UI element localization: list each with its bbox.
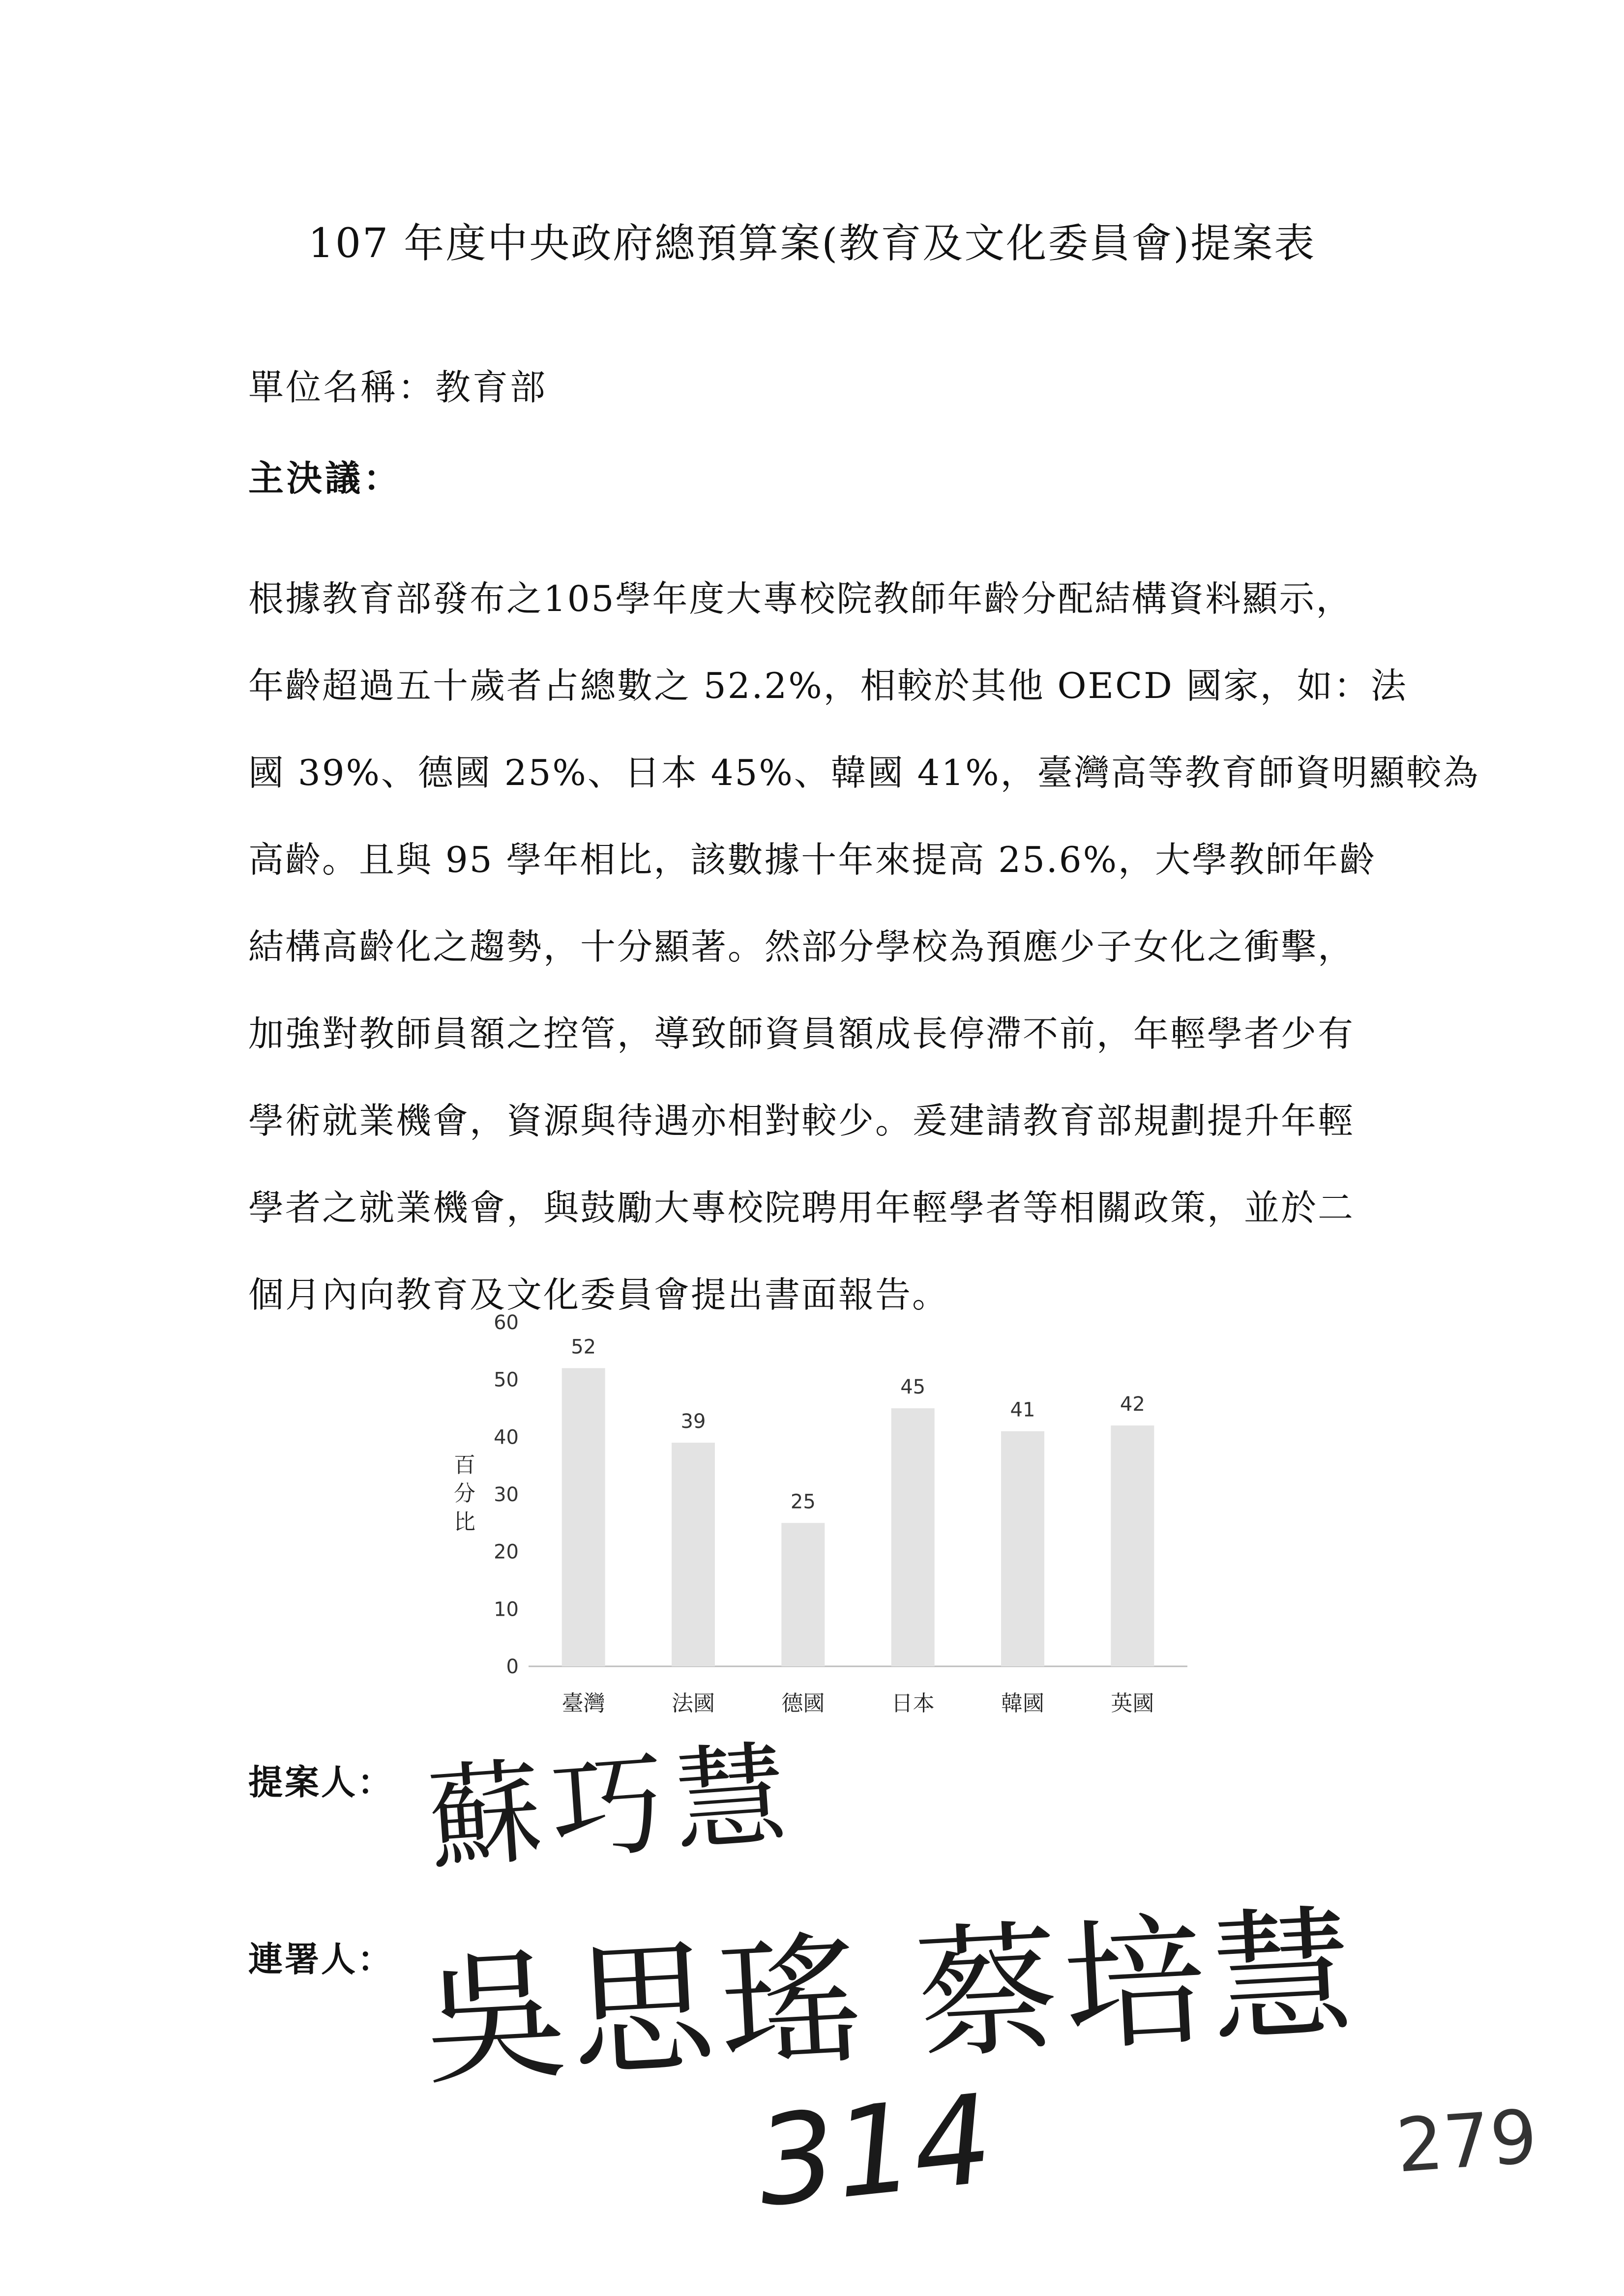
cosigner-label: 連署人： — [248, 1939, 394, 1979]
body-line: 年齡超過五十歲者占總數之 52.2%，相較於其他 OECD 國家，如：法 — [248, 665, 1408, 706]
proposer-signature: 蘇巧慧 — [424, 1729, 801, 1886]
proposer-label: 提案人： — [248, 1762, 394, 1802]
body-line: 加強對教師員額之控管，導致師資員額成長停滯不前，年輕學者少有 — [248, 1013, 1355, 1054]
bar — [891, 1408, 935, 1666]
bar-value-label: 45 — [900, 1376, 926, 1398]
x-category-label: 法國 — [672, 1691, 715, 1716]
body-line: 高齡。且與 95 學年相比，該數據十年來提高 25.6%，大學教師年齡 — [248, 839, 1377, 880]
resolution-heading: 主決議： — [248, 457, 402, 499]
document-title: 107 年度中央政府總預算案(教育及文化委員會)提案表 — [308, 220, 1316, 267]
bar — [1001, 1431, 1044, 1666]
bar-value-label: 25 — [790, 1490, 816, 1513]
y-axis-label-char: 分 — [454, 1481, 475, 1506]
unit-name-line: 單位名稱：教育部 — [248, 367, 548, 408]
body-line: 個月內向教育及文化委員會提出書面報告。 — [248, 1274, 949, 1315]
x-category-label: 韓國 — [1001, 1691, 1044, 1716]
resolution-body — [248, 555, 1480, 1338]
bar-value-label: 42 — [1120, 1393, 1145, 1416]
y-axis-label-char: 百 — [454, 1453, 475, 1478]
bar-value-label: 52 — [571, 1336, 596, 1359]
body-line: 結構高齡化之趨勢，十分顯著。然部分學校為預應少子女化之衝擊， — [248, 926, 1355, 967]
y-tick-label: 60 — [494, 1311, 519, 1334]
body-line: 學術就業機會，資源與待遇亦相對較少。爰建請教育部規劃提升年輕 — [248, 1100, 1355, 1141]
body-line: 國 39%、德國 25%、日本 45%、韓國 41%，臺灣高等教育師資明顯較為 — [248, 752, 1480, 793]
bar-value-label: 41 — [1010, 1398, 1035, 1422]
age-bar-chart — [443, 1278, 1210, 1720]
bar — [1111, 1425, 1154, 1666]
handwritten-side-number: 279 — [1393, 2094, 1540, 2189]
bar-value-label: 39 — [680, 1410, 706, 1433]
x-category-label: 臺灣 — [561, 1691, 605, 1716]
bar — [562, 1368, 605, 1666]
x-category-label: 日本 — [891, 1691, 935, 1716]
y-tick-label: 0 — [506, 1656, 519, 1678]
y-tick-label: 40 — [494, 1426, 519, 1449]
y-tick-label: 50 — [494, 1368, 519, 1392]
body-line: 根據教育部發布之105學年度大專校院教師年齡分配結構資料顯示， — [248, 578, 1353, 619]
x-category-label: 英國 — [1111, 1691, 1154, 1716]
cosigner-signature: 吳思瑤 蔡培慧 — [419, 1890, 1363, 2105]
y-tick-label: 30 — [494, 1483, 519, 1506]
y-axis-label-char: 比 — [454, 1510, 475, 1535]
x-category-label: 德國 — [781, 1691, 825, 1716]
bar — [781, 1523, 825, 1666]
handwritten-page-number: 314 — [750, 2067, 999, 2235]
bar — [672, 1443, 715, 1666]
y-tick-label: 20 — [494, 1540, 519, 1564]
y-tick-label: 10 — [494, 1598, 519, 1621]
body-line: 學者之就業機會，與鼓勵大專校院聘用年輕學者等相關政策，並於二 — [248, 1187, 1355, 1228]
